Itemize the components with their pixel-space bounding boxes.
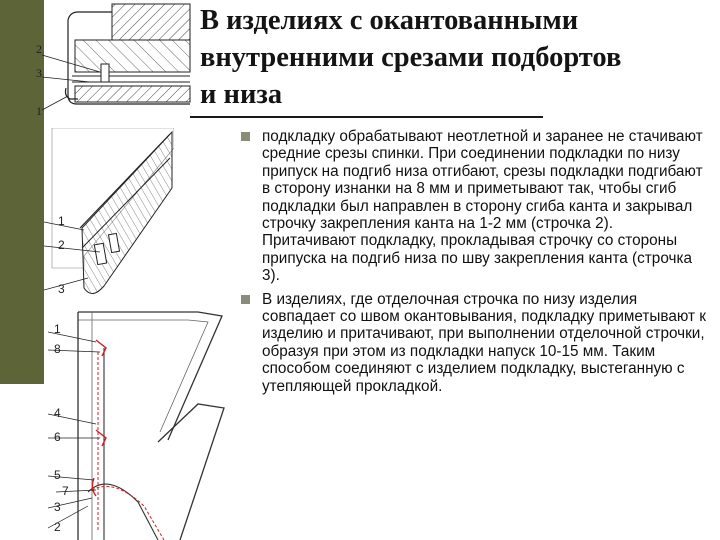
bullet-text-2: В изделиях, где отделочная строчка по низу изделия совпадает со швом окантовывания, подкладку приметывают к изделию и притачивают, при выполнении отделочной строчки, образуя при этом из подкладки напуск 10-15 мм. Таким способом соединяют с изделием подкладку, выстеганную с утепляющей прокладкой. [262,290,706,395]
figure-top-label-2: 3 [36,66,42,80]
bullet-list [240,128,710,401]
figure-top-label-3: 1 [36,104,42,118]
figure-bottom-label-6: 7 [62,484,69,498]
figure-bottom-label-3: 4 [54,406,61,420]
figure-middle-label-1: 1 [58,214,65,228]
figure-top [30,0,192,125]
bullet-item-1 [240,128,710,285]
figure-bottom-label-5: 5 [54,468,61,482]
title-underline [190,116,543,118]
square-bullet-icon [241,295,250,304]
bullet-text-1: подкладку обрабатывают неотлетной и заранее не стачивают средние срезы спинки. При соединении подкладки по низу припуск на подгиб низа отгибают, срезы подкладки подгибают в сторону изнанки на 8 мм и приметывают так, чтобы сгиб подкладки был направлен в сторону сгиба канта и закрывал строчку закрепления канта на 1-2 мм (строчка 2). Притачивают подкладку, прокладывая строчку со стороны припуска на подгиб низа по шву закрепления канта (строчка 3). [262,128,703,285]
slide-title: В изделиях с окантованными внутренними срезами подбортов и низа [200,5,622,110]
figure-middle-label-3: 3 [58,282,65,296]
figure-top-label-1: 2 [36,42,42,56]
figure-bottom-drawing [48,292,238,540]
figure-bottom-label-1: 1 [54,322,61,336]
figure-bottom-label-4: 6 [54,430,61,444]
figure-top-drawing [30,0,192,125]
figure-bottom [48,292,238,540]
bullet-item-2 [240,291,710,395]
figure-middle [44,128,174,306]
square-bullet-icon [241,132,250,141]
figure-middle-label-2: 2 [58,238,65,252]
figure-bottom-label-2: 8 [54,342,61,356]
figure-bottom-label-7: 3 [54,500,61,514]
figure-bottom-label-8: 2 [54,520,61,534]
